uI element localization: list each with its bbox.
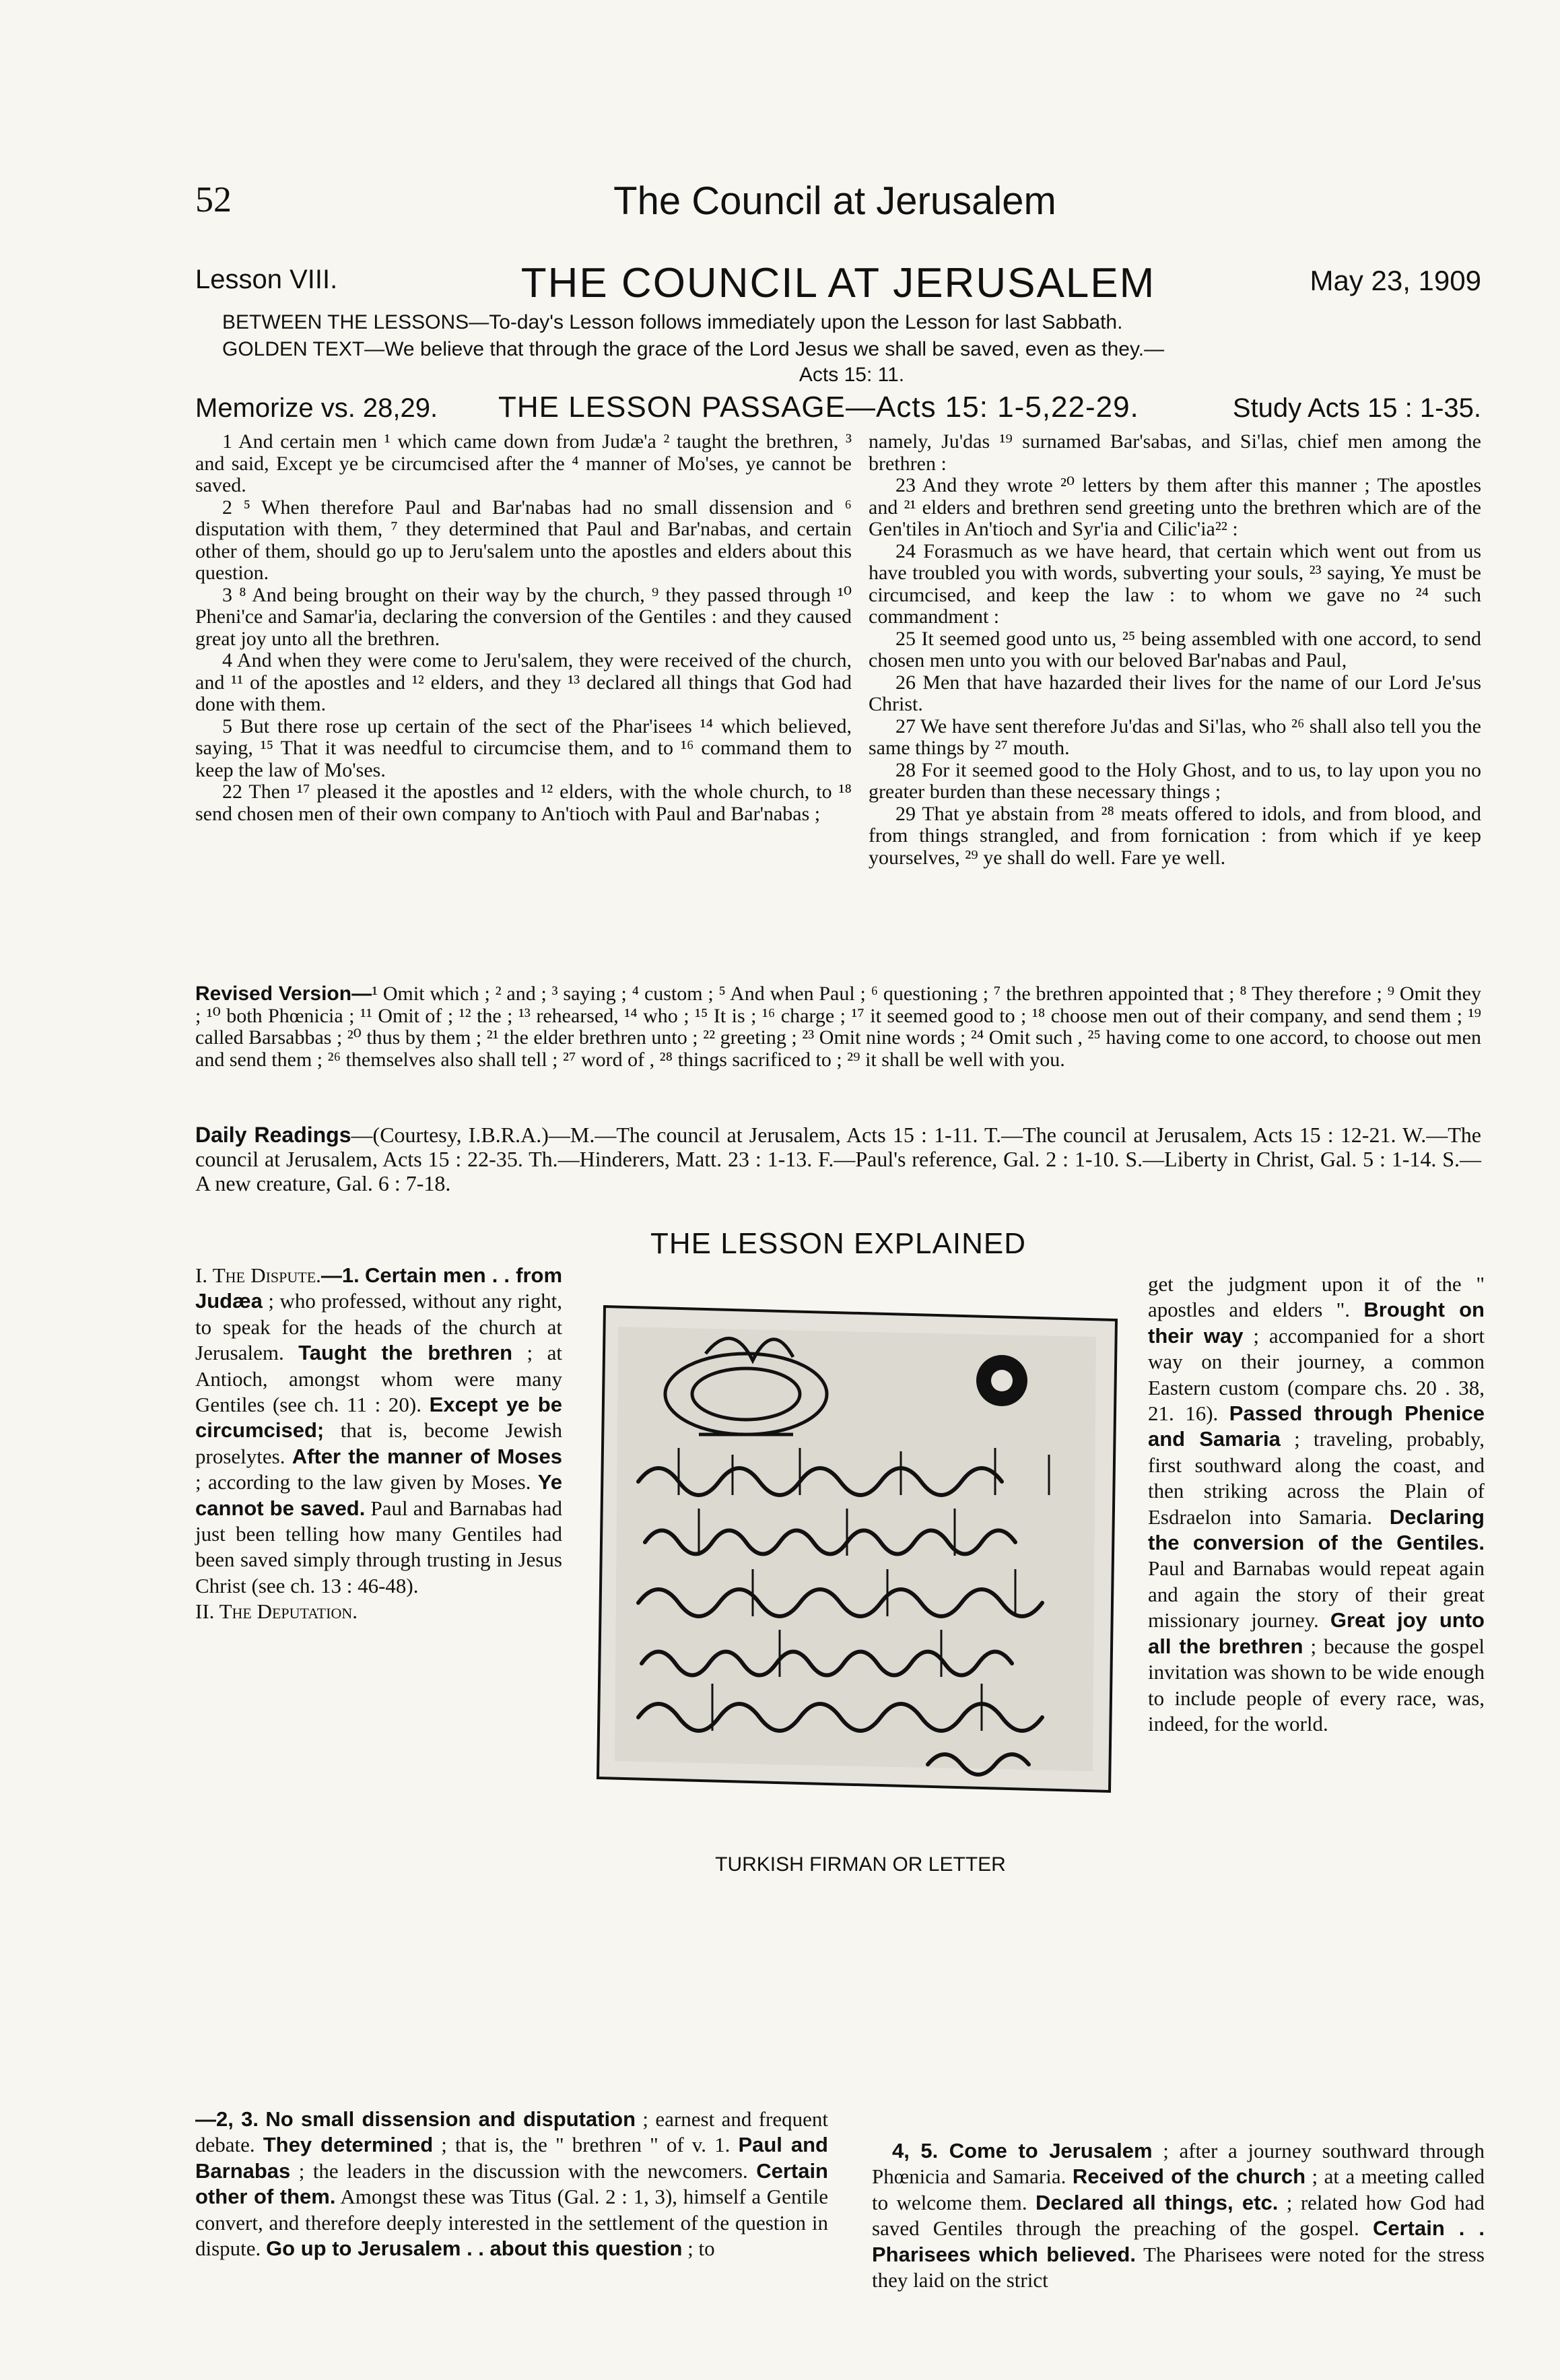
between-lessons: BETWEEN THE LESSONS—To-day's Lesson follows immediately upon the Lesson for last Sabbath. <box>222 311 1123 333</box>
term: After the manner of Moses <box>292 1444 563 1468</box>
explanation-paragraph <box>1148 1271 1485 1737</box>
term: Except ye be circumcised; <box>195 1393 562 1443</box>
term: Paul and Barnabas <box>195 2133 828 2183</box>
revised-version-label: Revised Version— <box>195 983 372 1005</box>
verse-number: —2, 3. <box>195 2107 259 2131</box>
term: Certain . . Pharisees which believed. <box>872 2216 1485 2266</box>
term-gloss: ; at Antioch, amongst whom were many Gentiles (see ch. 11 : 20). <box>195 1341 562 1417</box>
section-heading: I. The Dispute. <box>195 1263 321 1287</box>
lesson-date: May 23, 1909 <box>1310 265 1481 296</box>
term-gloss: that is, become Jewish proselytes. <box>195 1418 562 1468</box>
verse: 26 Men that have hazarded their lives for the name of our Lord Je'sus Christ. <box>869 671 1481 715</box>
explanation-left-bottom <box>195 2107 828 2261</box>
explanation-right <box>1148 1271 1485 1737</box>
term-gloss: ; traveling, probably, first southward along the coast, and then striking across the Plain of Esdraelon into Samaria. <box>1148 1427 1485 1529</box>
verse: namely, Ju'das ¹⁹ surnamed Bar'sabas, and Si'las, chief men among the brethren : <box>869 430 1481 475</box>
lesson-explained-title: THE LESSON EXPLAINED <box>650 1227 1026 1260</box>
term: Declared all things, etc. <box>1036 2190 1279 2214</box>
verse: 2 ⁵ When therefore Paul and Bar'nabas had no small dissension and ⁶ disputation with them, ⁷ they determined that Paul and Bar'nabas, and certain other of them, should go up to Jeru'salem unto the apostles and elders about this question. <box>195 496 852 584</box>
explanation-section-deputation <box>195 1599 562 1624</box>
verse: 4 And when they were come to Jeru'salem, they were received of the church, and ¹¹ of the apostles and ¹² elders, and they ¹³ declared all things that God had done with them. <box>195 649 852 715</box>
term: 4, 5. Come to Jerusalem <box>892 2139 1153 2162</box>
term-gloss: ; after a journey southward through Phœnicia and Samaria. <box>872 2139 1485 2189</box>
explanation-left <box>195 1263 562 1625</box>
lesson-number: Lesson VIII. <box>195 265 338 294</box>
term-gloss: ; earnest and frequent debate. <box>195 2107 829 2157</box>
verse: 3 ⁸ And being brought on their way by the church, ⁹ they passed through ¹⁰ Pheni'ce and Samar'ia, declaring the conversion of the Gentiles : and they caused great joy unto all the brethren. <box>195 583 852 650</box>
term-gloss: ; that is, the " brethren " of v. 1. <box>433 2133 739 2157</box>
term-gloss: ; who professed, without any right, to speak for the heads of the church at Jerusalem. <box>195 1289 562 1365</box>
term: Brought on their way <box>1148 1298 1485 1348</box>
turkish-firman-illustration <box>578 1280 1143 1818</box>
lesson-title: THE COUNCIL AT JERUSALEM <box>520 260 1156 306</box>
term-gloss: ; accompanied for a short way on their journey, a common Eastern custom (compare chs. 20 . 38, 21. 16). <box>1148 1323 1485 1426</box>
golden-text-body: GOLDEN TEXT—We believe that through the grace of the Lord Jesus we shall be saved, even as they.— <box>222 338 1165 360</box>
lesson-heading <box>195 259 1481 306</box>
term-gloss: ; at a meeting called to welcome them. <box>872 2164 1485 2214</box>
term-gloss: Paul and Barnabas had just been telling how many Gentiles had been saved simply through trusting in Jesus Christ (see ch. 13 : 46-48). <box>195 1496 562 1597</box>
term: Ye cannot be saved. <box>195 1470 562 1520</box>
term-gloss: get the judgment upon it of the " apostles and elders ". <box>1148 1272 1485 1322</box>
term: Great joy unto all the brethren <box>1148 1608 1485 1658</box>
term: Passed through Phenice and Samaria <box>1148 1401 1485 1451</box>
term-gloss: ; according to the law given by Moses. <box>195 1470 538 1494</box>
golden-text <box>222 337 1481 388</box>
explanation-paragraph <box>195 2107 828 2261</box>
passage-heading <box>195 391 1481 431</box>
verse: 24 Forasmuch as we have heard, that certain which went out from us have troubled you with words, subverting your souls, ²³ saying, Ye must be circumcised, and keep the law : to whom we gave no ²⁴ such commandment : <box>869 539 1481 628</box>
study-reference: Study Acts 15 : 1-35. <box>1232 393 1481 423</box>
term-gloss: ; because the gospel invitation was shown to be wide enough to include people of every race, was, indeed, for the world. <box>1148 1634 1485 1736</box>
term: Taught the brethren <box>298 1341 513 1365</box>
term-gloss: Paul and Barnabas would repeat again and again the story of their great missionary journey. <box>1148 1556 1485 1632</box>
verse: 27 We have sent therefore Ju'das and Si'las, who ²⁶ shall also tell you the same things by ²⁷ mouth. <box>869 715 1481 759</box>
daily-readings-label: Daily Readings <box>195 1123 351 1147</box>
section-heading: II. The Deputation. <box>195 1599 358 1624</box>
verse: 28 For it seemed good to the Holy Ghost, and to us, to lay upon you no greater burden than these necessary things ; <box>869 758 1481 803</box>
term-gloss: ; to <box>682 2237 715 2261</box>
term: Go up to Jerusalem . . about this question <box>266 2237 683 2261</box>
term: Declaring the conversion of the Gentiles. <box>1148 1505 1485 1555</box>
explanation-section-dispute <box>195 1263 562 1599</box>
passage-title: THE LESSON PASSAGE—Acts 15: 1-5,22-29. <box>498 391 1139 424</box>
figure-caption: TURKISH FIRMAN OR LETTER <box>715 1853 1006 1876</box>
revised-version <box>195 983 1481 1071</box>
daily-readings-text: —(Courtesy, I.B.R.A.)—M.—The council at Jerusalem, Acts 15 : 1-11. T.—The council at Jerusalem, Acts 15 : 12-21. W.—The council at Jerusalem, Acts 15 : 22-35. Th.—Hinderers, Matt. 23 : 1-13. F.—Paul's reference, Gal. 2 : 1-10. S.—Liberty in Christ, Gal. 5 : 1-14. S.—A new creature, Gal. 6 : 7-18. <box>195 1123 1482 1195</box>
explanation-paragraph <box>872 2138 1485 2293</box>
verse: 5 But there rose up certain of the sect of the Phar'isees ¹⁴ which believed, saying, ¹⁵ That it was needful to circumcise them, and to ¹⁶ command them to keep the law of Mo'ses. <box>195 715 852 781</box>
term-gloss: The Pharisees were noted for the stress they laid on the strict <box>872 2242 1485 2292</box>
verse: 23 And they wrote ²⁰ letters by them after this manner ; The apostles and ²¹ elders and brethren send greeting unto the brethren which are of the Gen'tiles in An'tioch and Syr'ia and Cilic'ia²² : <box>869 474 1481 540</box>
verse: 22 Then ¹⁷ pleased it the apostles and ¹² elders, with the whole church, to ¹⁸ send chosen men of their own company to An'tioch with Paul and Bar'nabas ; <box>195 781 852 825</box>
running-title: The Council at Jerusalem <box>613 179 1056 223</box>
term-gloss: ; the leaders in the discussion with the newcomers. <box>290 2158 757 2183</box>
term: They determined <box>263 2133 434 2157</box>
explanation-right-bottom <box>872 2138 1485 2293</box>
passage-column-left <box>195 431 852 825</box>
verse: 25 It seemed good unto us, ²⁵ being assembled with one accord, to send chosen men unto you with our beloved Bar'nabas and Paul, <box>869 627 1481 671</box>
golden-text-reference: Acts 15: 11. <box>799 364 905 386</box>
verse: 1 And certain men ¹ which came down from Judæ'a ² taught the brethren, ³ and said, Except ye be circumcised after the ⁴ manner of Mo'ses, ye cannot be saved. <box>195 430 852 496</box>
firman-document-image <box>578 1280 1143 1818</box>
term: No small dissension and disputation <box>265 2107 636 2131</box>
daily-readings <box>195 1123 1481 1195</box>
revised-version-text: ¹ Omit which ; ² and ; ³ saying ; ⁴ custom ; ⁵ And when Paul ; ⁶ questioning ; ⁷ the brethren appointed that ; ⁸ They therefore ; ⁹ Omit they ; ¹⁰ both Phœnicia ; ¹¹ Omit of ; ¹² the ; ¹³ rehearsed, ¹⁴ who ; ¹⁵ It is ; ¹⁶ charge ; ¹⁷ it seemed good to ; ¹⁸ choose men out of their company, and send them ; ¹⁹ called Barsabbas ; ²⁰ thus by them ; ²¹ the elder brethren unto ; ²² greeting ; ²³ Omit nine words ; ²⁴ Omit such , ²⁵ having come to one accord, to choose out men and send them ; ²⁶ themselves also shall tell ; ²⁷ word of , ²⁸ things sacrificed to ; ²⁹ it shall be well with you. <box>195 983 1481 1071</box>
page-number: 52 <box>195 179 232 220</box>
verse: 29 That ye abstain from ²⁸ meats offered to idols, and from blood, and from things strangled, and from fornication : from which if ye keep yourselves, ²⁹ ye shall do well. Fare ye well. <box>869 802 1481 869</box>
term: Received of the church <box>1072 2164 1306 2189</box>
memorize-verses: Memorize vs. 28,29. <box>195 393 438 423</box>
term: Certain other of them. <box>195 2158 828 2209</box>
passage-column-right <box>869 431 1481 869</box>
term: Certain men . . from Judæa <box>195 1263 563 1313</box>
term-gloss: ; related how God had saved Gentiles through the preaching of the gospel. <box>872 2190 1485 2241</box>
verse-number: —1. <box>320 1263 360 1287</box>
term-gloss: Amongst these was Titus (Gal. 2 : 1, 3), himself a Gentile convert, and therefore deeply interested in the settlement of the question in dispute. <box>195 2185 828 2261</box>
